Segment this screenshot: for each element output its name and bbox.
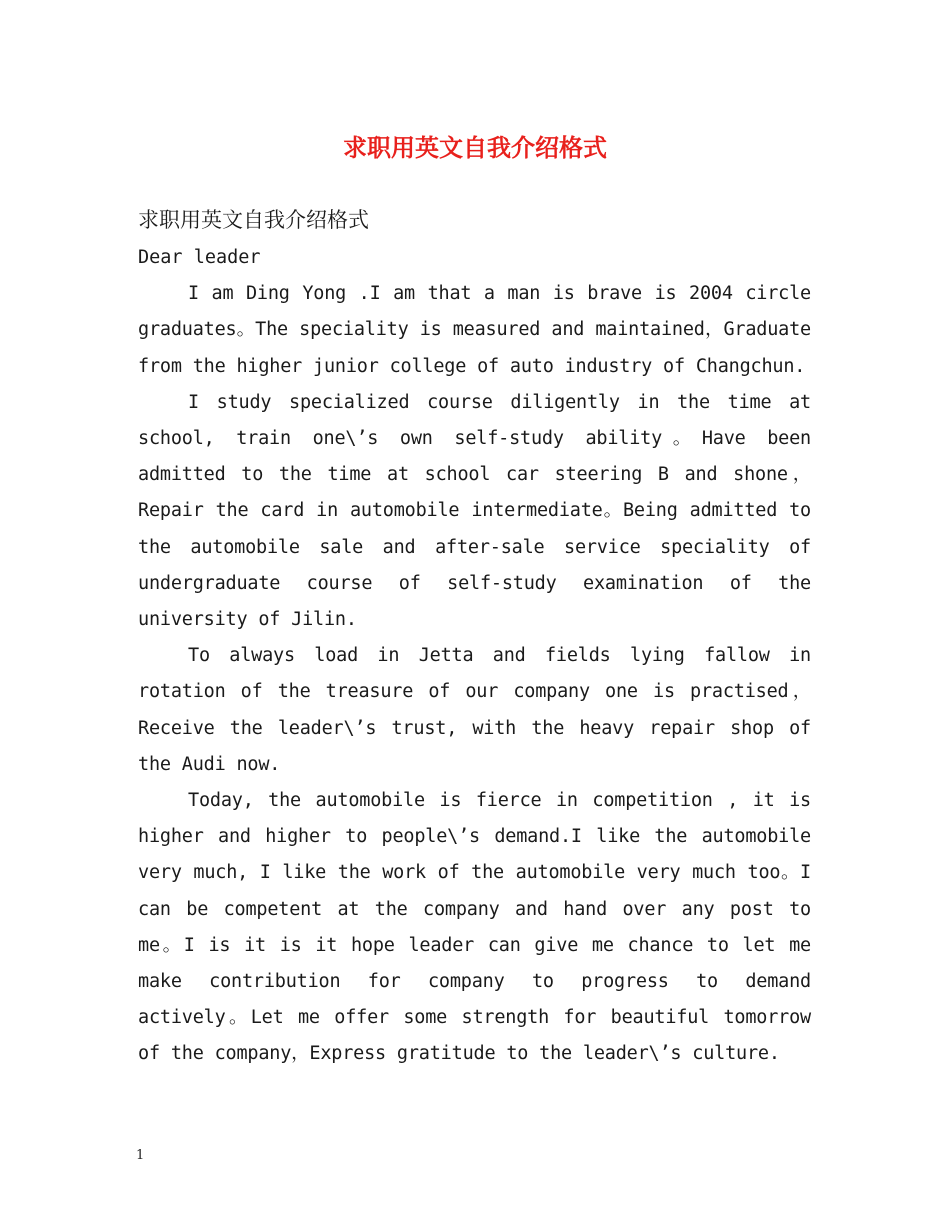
document-subtitle: 求职用英文自我介绍格式 xyxy=(138,208,369,232)
paragraph-3: To always load in Jetta and fields lying fallow in rotation of the treasure of our company one is practised，Receive the leader\’s trust, with the heavy repair shop of the Audi now. xyxy=(138,645,811,775)
paragraph-1: I am Ding Yong .I am that a man is brave is 2004 circle graduates。The speciality is measured and maintained，Graduate from the higher junior college of auto industry of Changchun. xyxy=(138,283,811,377)
page-number: 1 xyxy=(136,1148,145,1163)
paragraph-4: Today, the automobile is fierce in competition , it is higher and higher to people\’s demand.I like the automobile very much, I like the work of the automobile very much too。I can be competent at the company and hand over any post to me。I is it is it hope leader can give me chance to let me make contribution for company to progress to demand actively。Let me offer some strength for beautiful tomorrow of the company，Express gratitude to the leader\’s culture. xyxy=(138,790,811,1065)
greeting-line: Dear leader xyxy=(138,247,261,268)
paragraph-2: I study specialized course diligently in the time at school, train one\’s own self-study ability。Have been admitted to the time at school car steering B and shone， Repair the card in automobile intermediate。Being admitted to the automobile sale and after-sale service speciality of undergraduate course of self-study examination of the university of Jilin. xyxy=(138,391,811,631)
document-body xyxy=(138,200,811,1073)
document-title: 求职用英文自我介绍格式 xyxy=(343,133,607,162)
